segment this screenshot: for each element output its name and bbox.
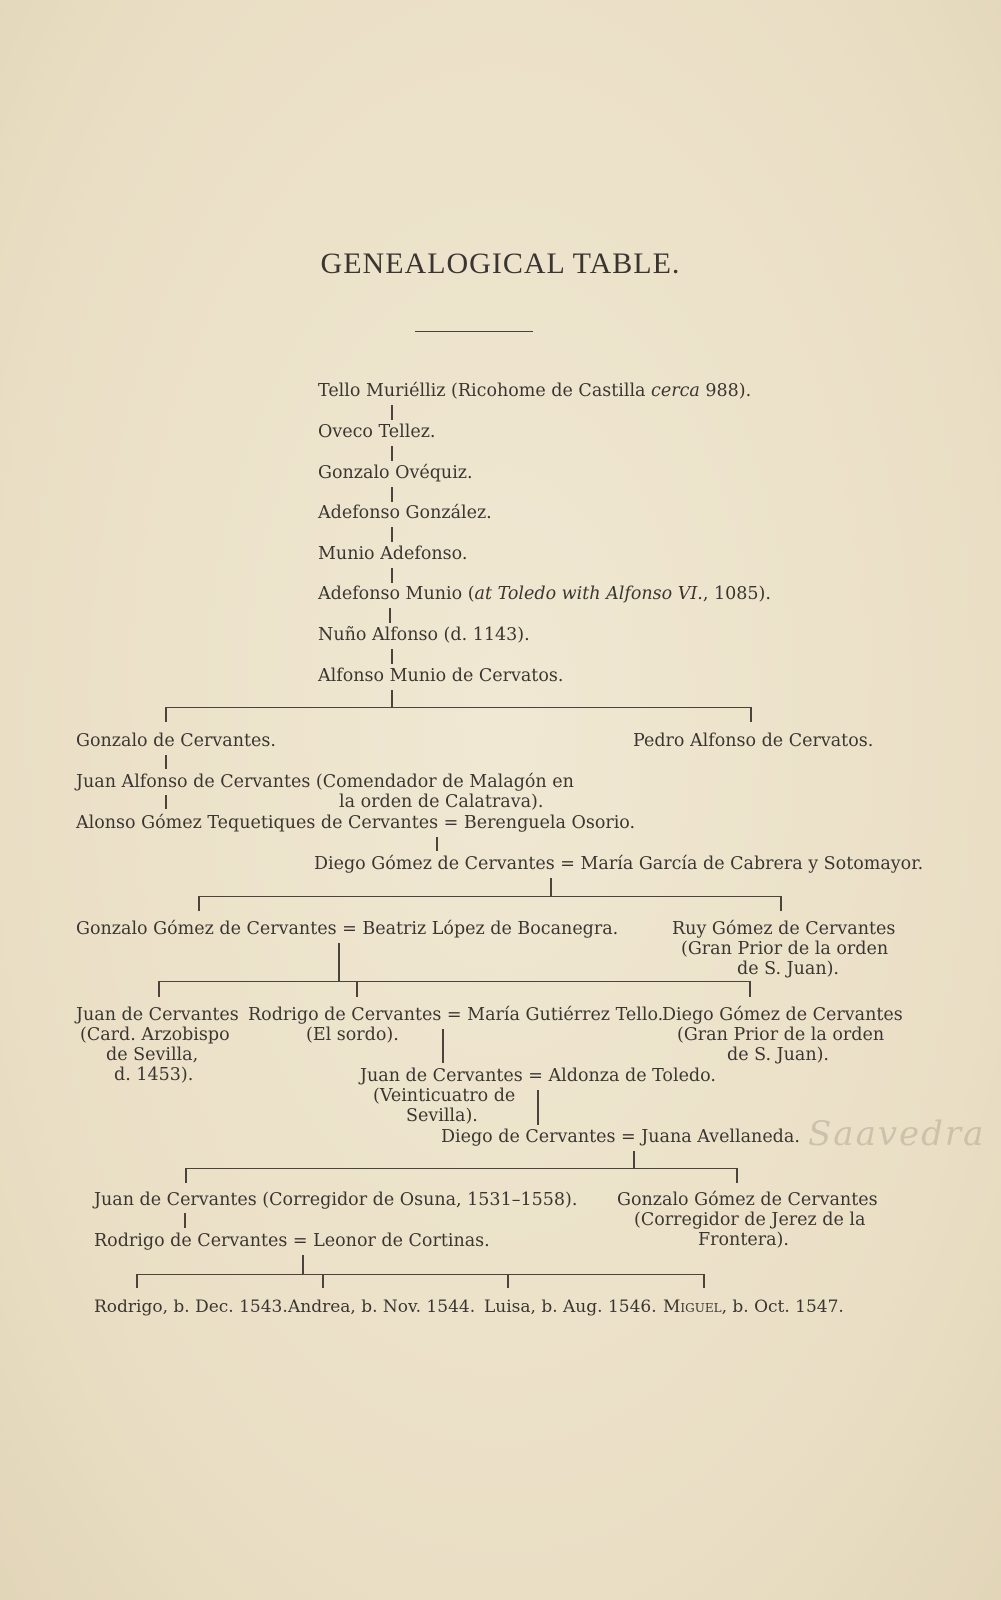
child-miguel-date: , b. Oct. 1547. <box>721 1297 844 1317</box>
line <box>750 707 752 722</box>
entry-gonzalo-corregidor-note2: Frontera). <box>698 1230 789 1250</box>
line <box>391 446 393 461</box>
line <box>749 981 751 997</box>
entry-diego-gomez-2-note2: de S. Juan). <box>727 1045 829 1065</box>
entry-gonzalo-gomez: Gonzalo Gómez de Cervantes = Beatriz López de Bocanegra. <box>76 919 619 939</box>
line <box>389 608 391 623</box>
entry-alonso-gomez: Alonso Gómez Tequetiques de Cervantes = Berenguela Osorio. <box>76 813 636 833</box>
title-rule <box>415 331 533 332</box>
child-miguel-name: Miguel <box>663 1297 722 1317</box>
line <box>442 1029 444 1063</box>
entry-tello <box>318 381 751 401</box>
line <box>391 527 393 542</box>
entry-munio-adefonso: Munio Adefonso. <box>318 544 468 564</box>
line <box>436 837 438 851</box>
line <box>550 878 552 896</box>
line <box>158 981 160 997</box>
entry-ruy-gomez-note2: de S. Juan). <box>737 959 839 979</box>
entry-juan-alfonso-note: la orden de Calatrava). <box>339 792 544 812</box>
branch-rule <box>185 1168 738 1169</box>
entry-juan-aldonza: Juan de Cervantes = Aldonza de Toledo. <box>360 1066 716 1086</box>
line <box>338 943 340 981</box>
entry-diego-gomez: Diego Gómez de Cervantes = María García de Cabrera y Sotomayor. <box>314 854 924 874</box>
entry-diego-gomez-2-note1: (Gran Prior de la orden <box>677 1025 885 1045</box>
entry-nuno: Nuño Alfonso (d. 1143). <box>318 625 530 645</box>
entry-gonzalo-corregidor: Gonzalo Gómez de Cervantes <box>617 1190 878 1210</box>
line <box>736 1168 738 1183</box>
line <box>507 1274 509 1288</box>
branch-rule <box>158 981 751 982</box>
child-luisa: Luisa, b. Aug. 1546. <box>484 1297 657 1317</box>
tello-date: 988). <box>699 381 752 401</box>
line <box>165 755 167 769</box>
entry-juan-cardinal-note2: de Sevilla, <box>106 1045 199 1065</box>
line <box>780 896 782 911</box>
entry-adefonso-gonzalez: Adefonso González. <box>318 503 492 523</box>
entry-oveco: Oveco Tellez. <box>318 422 436 442</box>
entry-pedro-alfonso: Pedro Alfonso de Cervatos. <box>633 731 874 751</box>
branch-rule <box>165 707 752 708</box>
line <box>391 649 393 664</box>
entry-juan-aldonza-note2: Sevilla). <box>406 1106 478 1126</box>
signature: Saavedra <box>808 1114 986 1154</box>
entry-juan-cardinal-note1: (Card. Arzobispo <box>80 1025 230 1045</box>
entry-gonzalo-corregidor-note1: (Corregidor de Jerez de la <box>634 1210 866 1230</box>
entry-juan-aldonza-note1: (Veinticuatro de <box>373 1086 516 1106</box>
adefonso-munio-text: Adefonso Munio ( <box>318 584 475 604</box>
tello-cerca: cerca <box>651 381 700 401</box>
entry-juan-cardinal-note3: d. 1453). <box>114 1065 194 1085</box>
entry-juan-alfonso: Juan Alfonso de Cervantes (Comendador de Malagón en <box>76 772 574 792</box>
tello-text: Tello Muriélliz (Ricohome de Castilla <box>318 381 652 401</box>
line <box>391 487 393 502</box>
line <box>356 981 358 997</box>
entry-rodrigo-leonor: Rodrigo de Cervantes = Leonor de Cortinas. <box>94 1231 490 1251</box>
line <box>184 1213 186 1228</box>
child-miguel <box>663 1297 844 1317</box>
line <box>165 707 167 722</box>
line <box>302 1255 304 1274</box>
line <box>391 568 393 583</box>
entry-alfonso-munio: Alfonso Munio de Cervatos. <box>318 666 564 686</box>
entry-gonzalo-ovequiz: Gonzalo Ovéquiz. <box>318 463 473 483</box>
entry-diego-gomez-2: Diego Gómez de Cervantes <box>662 1005 903 1025</box>
line <box>633 1151 635 1168</box>
line <box>537 1090 539 1125</box>
adefonso-munio-note: at Toledo with Alfonso VI. <box>474 584 703 604</box>
line <box>198 896 200 911</box>
adefonso-munio-date: , 1085). <box>702 584 771 604</box>
entry-rodrigo-sordo: Rodrigo de Cervantes = María Gutiérrez Tello. <box>248 1005 664 1025</box>
line <box>703 1274 705 1288</box>
line <box>391 690 393 707</box>
page-title: GENEALOGICAL TABLE. <box>320 247 681 280</box>
entry-diego-juana: Diego de Cervantes = Juana Avellaneda. <box>441 1127 800 1147</box>
line <box>322 1274 324 1288</box>
entry-rodrigo-sordo-note: (El sordo). <box>306 1025 399 1045</box>
entry-ruy-gomez: Ruy Gómez de Cervantes <box>672 919 896 939</box>
child-rodrigo: Rodrigo, b. Dec. 1543. <box>94 1297 288 1317</box>
line <box>165 795 167 809</box>
entry-ruy-gomez-note1: (Gran Prior de la orden <box>681 939 889 959</box>
entry-juan-cardinal: Juan de Cervantes <box>76 1005 239 1025</box>
line <box>185 1168 187 1183</box>
branch-rule <box>198 896 782 897</box>
entry-juan-corregidor: Juan de Cervantes (Corregidor de Osuna, 1531–1558). <box>94 1190 578 1210</box>
entry-adefonso-munio <box>318 584 771 604</box>
entry-gonzalo-cervantes: Gonzalo de Cervantes. <box>76 731 276 751</box>
branch-rule <box>136 1274 705 1275</box>
line <box>136 1274 138 1288</box>
line <box>391 405 393 420</box>
child-andrea: Andrea, b. Nov. 1544. <box>288 1297 476 1317</box>
